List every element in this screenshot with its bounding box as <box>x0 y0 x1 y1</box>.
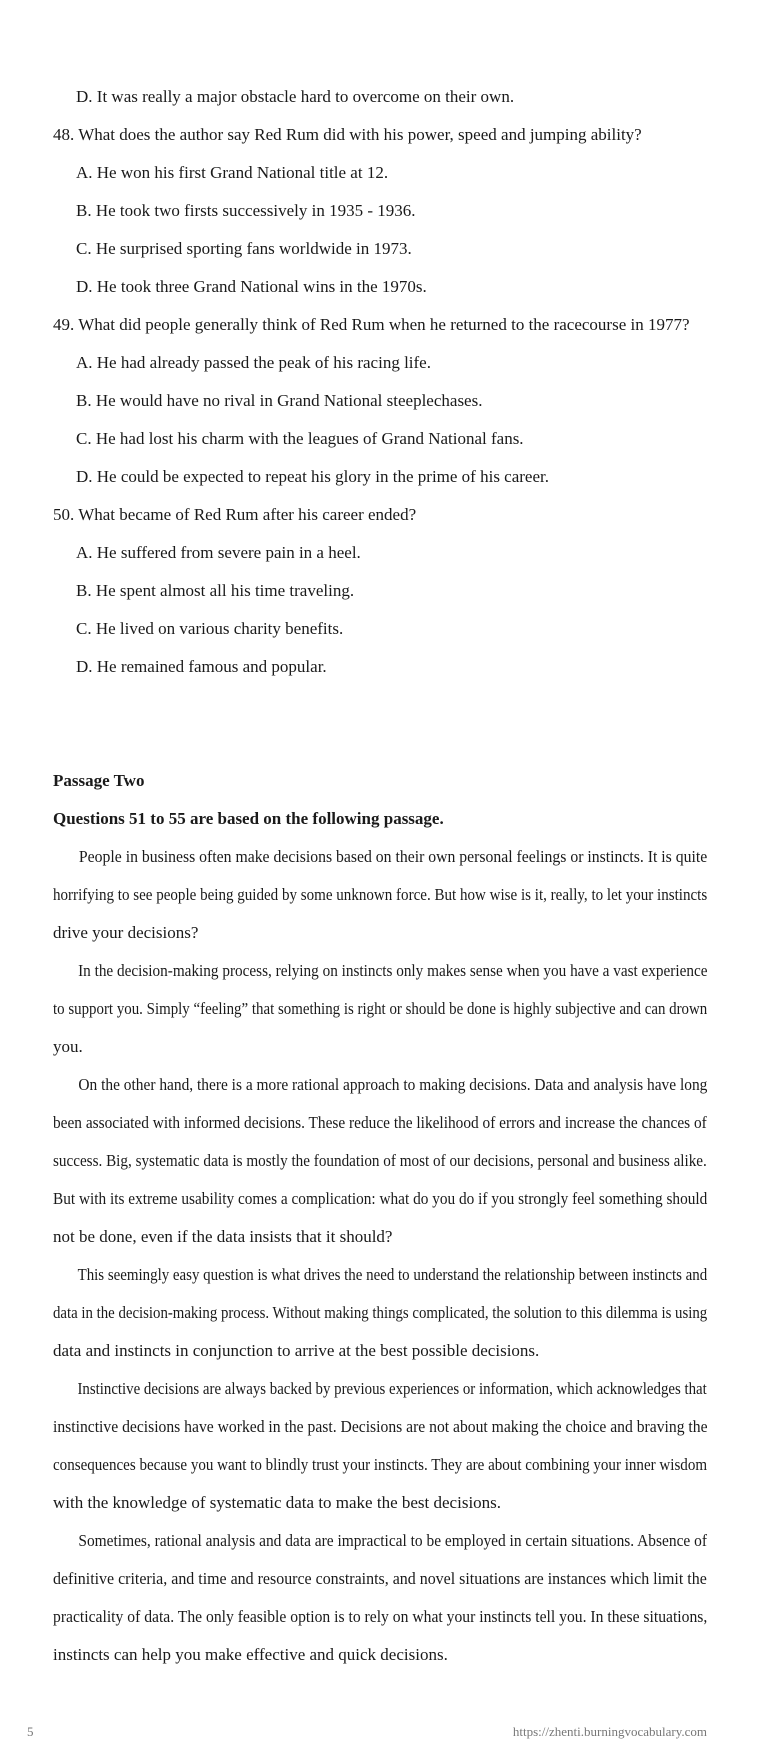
passage-heading: Passage Two <box>53 771 145 790</box>
paragraph-5-line: consequences because you want to blindly trust your instincts. They are about combining your inner wisdom <box>53 1455 708 1474</box>
paragraph-2-line: to support you. Simply “feeling” that something is right or should be done is highly subjective and can drown <box>53 999 708 1018</box>
paragraph-6-line: Sometimes, rational analysis and data are impractical to be employed in certain situations. Absence of <box>78 1531 707 1550</box>
paragraph-1-line: horrifying to see people being guided by some unknown force. But how wise is it, really, to let your instincts <box>53 885 708 904</box>
footer-url[interactable]: https://zhenti.burningvocabulary.com <box>512 1724 707 1739</box>
question-50-stem: 50. What became of Red Rum after his career ended? <box>53 505 417 524</box>
page-number: 5 <box>27 1724 34 1739</box>
paragraph-5-line: Instinctive decisions are always backed by previous experiences or information, which acknowledges that <box>77 1379 707 1398</box>
question-48-option-c: C. He surprised sporting fans worldwide in 1973. <box>76 239 412 258</box>
passage-instruction: Questions 51 to 55 are based on the following passage. <box>53 809 444 828</box>
paragraph-3-line: not be done, even if the data insists that it should? <box>53 1227 393 1246</box>
question-49-option-b: B. He would have no rival in Grand National steeplechases. <box>76 391 483 410</box>
question-49-option-c: C. He had lost his charm with the leagues of Grand National fans. <box>76 429 524 448</box>
question-49-stem: 49. What did people generally think of Red Rum when he returned to the racecourse in 1977? <box>53 315 690 334</box>
paragraph-4-line: data in the decision-making process. Without making things complicated, the solution to this dilemma is using <box>53 1303 708 1322</box>
paragraph-3-line: success. Big, systematic data is mostly the foundation of most of our decisions, personal and business alike. <box>53 1151 707 1170</box>
question-50-option-c: C. He lived on various charity benefits. <box>76 619 344 638</box>
paragraph-3-line: been associated with informed decisions. These reduce the likelihood of errors and increase the chances of <box>53 1113 707 1132</box>
paragraph-5-line: instinctive decisions have worked in the past. Decisions are not about making the choice and braving the <box>53 1417 708 1436</box>
question-48-option-b: B. He took two firsts successively in 1935 - 1936. <box>76 201 416 220</box>
question-49-option-a: A. He had already passed the peak of his racing life. <box>76 353 431 372</box>
paragraph-4-line: data and instincts in conjunction to arrive at the best possible decisions. <box>53 1341 540 1360</box>
paragraph-6-line: definitive criteria, and time and resource constraints, and novel situations are instances which limit the <box>53 1569 707 1588</box>
question-50-option-a: A. He suffered from severe pain in a heel. <box>76 543 361 562</box>
paragraph-1-line: drive your decisions? <box>53 923 199 942</box>
paragraph-3-line: On the other hand, there is a more rational approach to making decisions. Data and analysis have long <box>78 1075 708 1094</box>
paragraph-1-line: People in business often make decisions based on their own personal feelings or instincts. It is quite <box>78 847 708 866</box>
question-47-option-d: D. It was really a major obstacle hard to overcome on their own. <box>76 87 515 106</box>
paragraph-6-line: practicality of data. The only feasible option is to rely on what your instincts tell you. In these situations, <box>53 1607 708 1626</box>
question-50-option-d: D. He remained famous and popular. <box>76 657 327 676</box>
paragraph-2-line: you. <box>53 1037 83 1056</box>
question-48-option-a: A. He won his first Grand National title at 12. <box>76 163 389 182</box>
question-50-option-b: B. He spent almost all his time traveling. <box>76 581 355 600</box>
paragraph-5-line: with the knowledge of systematic data to make the best decisions. <box>53 1493 502 1512</box>
question-48-stem: 48. What does the author say Red Rum did with his power, speed and jumping ability? <box>53 125 642 144</box>
paragraph-4-line: This seemingly easy question is what drives the need to understand the relationship between instincts and <box>77 1265 708 1284</box>
question-49-option-d: D. He could be expected to repeat his glory in the prime of his career. <box>76 467 549 486</box>
question-48-option-d: D. He took three Grand National wins in the 1970s. <box>76 277 427 296</box>
paragraph-2-line: In the decision-making process, relying on instincts only makes sense when you have a vast experience <box>78 961 708 980</box>
paragraph-3-line: But with its extreme usability comes a complication: what do you do if you strongly feel something should <box>53 1189 708 1208</box>
paragraph-6-line: instincts can help you make effective and quick decisions. <box>53 1645 448 1664</box>
